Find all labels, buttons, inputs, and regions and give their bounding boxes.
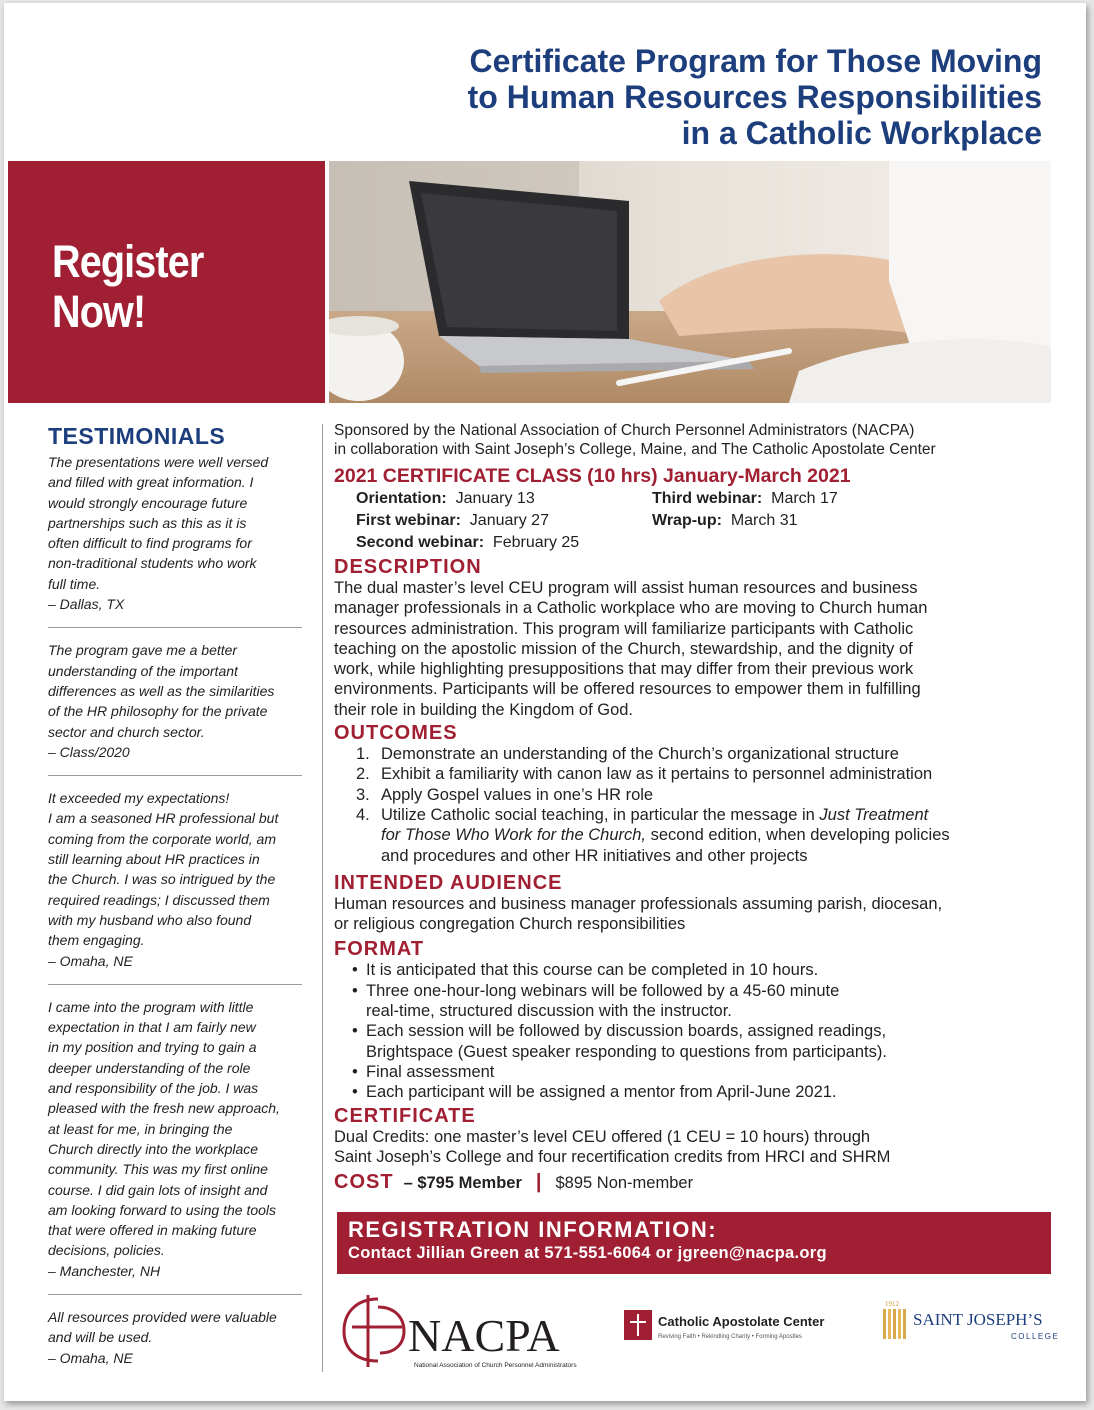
audience-heading: INTENDED AUDIENCE: [334, 871, 563, 894]
schedule-date: January 27: [469, 512, 549, 529]
format-line: real-time, structured discussion with the instructor.: [366, 1002, 732, 1021]
laptop-photo-illustration: [329, 161, 1051, 403]
nacpa-logo: [338, 1287, 618, 1371]
testimonial-line: I am a seasoned HR professional but: [48, 810, 279, 827]
schedule-date: March 31: [730, 512, 798, 529]
testimonial: [48, 788, 302, 971]
registration-title: REGISTRATION INFORMATION:: [348, 1217, 718, 1242]
testimonial-line: at least for me, in bringing the: [48, 1120, 233, 1137]
testimonial-line: and filled with great information. I: [48, 474, 254, 491]
sponsor-text: [334, 421, 1044, 459]
title-line-1: Certificate Program for Those Moving: [469, 43, 1042, 79]
testimonials-heading: TESTIMONIALS: [48, 423, 226, 449]
format-line: Brightspace (Guest speaker responding to questions from participants).: [366, 1042, 887, 1061]
format-text: [366, 1021, 887, 1062]
registration-contact: Contact Jillian Green at 571-551-6064 or jgreen@nacpa.org: [348, 1244, 827, 1262]
testimonial-author: – Class/2020: [48, 743, 130, 760]
testimonial-line: community. This was my first online: [48, 1161, 268, 1178]
format-item: [352, 1082, 1044, 1102]
cost-nonmember-price: $895 Non-member: [555, 1174, 694, 1193]
outcome-item: [356, 785, 1044, 805]
format-line: Each session will be followed by discussion boards, assigned readings,: [366, 1022, 887, 1041]
schedule-date: February 25: [492, 534, 580, 551]
testimonial-line: understanding of the important: [48, 662, 238, 679]
outcomes-item-4-list: [356, 805, 1044, 866]
testimonial-divider: [48, 984, 302, 985]
description-line: work, while highlighting presuppositions that may differ from their previous work: [334, 660, 914, 679]
testimonial-author: – Omaha, NE: [48, 1349, 133, 1366]
testimonial-line: them engaging.: [48, 932, 145, 949]
testimonial-line: The presentations were well versed: [48, 454, 269, 470]
outcome-item: [356, 764, 1044, 784]
outcome-text-post-1: second edition, when developing policies: [646, 826, 950, 845]
certificate-line-1: Dual Credits: one master’s level CEU offered (1 CEU = 10 hours) through: [334, 1127, 871, 1146]
testimonial: [48, 1307, 302, 1368]
testimonial-line: deeper understanding of the role: [48, 1059, 251, 1076]
testimonial-line: would strongly encourage future: [48, 494, 248, 511]
column-divider: [322, 424, 323, 1372]
outcomes-heading: OUTCOMES: [334, 722, 458, 745]
testimonial-line: expectation in that I am fairly new: [48, 1019, 256, 1036]
schedule-wrap-up: [652, 510, 838, 532]
nacpa-logo-text: NACPA: [408, 1310, 560, 1361]
testimonial-line: differences as well as the similarities: [48, 682, 275, 699]
format-item: [352, 1021, 1044, 1062]
testimonial-line: pleased with the fresh new approach,: [48, 1100, 280, 1117]
book-title-part-2: for Those Who Work for the Church,: [381, 826, 647, 845]
format-text: [366, 960, 818, 980]
schedule-second-webinar: [356, 532, 652, 554]
sponsor-line-2: in collaboration with Saint Joseph’s College, Maine, and The Catholic Apostolate Center: [334, 441, 936, 458]
saint-josephs-college-logo: [879, 1297, 1059, 1347]
testimonial-line: full time.: [48, 575, 101, 592]
certificate-heading: CERTIFICATE: [334, 1104, 476, 1127]
outcome-text: [381, 805, 950, 866]
schedule-label: Wrap-up:: [652, 512, 722, 529]
testimonial-line: often difficult to find programs for: [48, 535, 252, 552]
testimonial-line: All resources provided were valuable: [48, 1308, 277, 1325]
testimonial-line: partnerships such as this as it is: [48, 514, 247, 531]
testimonial-line: with my husband who also found: [48, 911, 252, 928]
testimonial-line: Church directly into the workplace: [48, 1140, 259, 1157]
format-item: [352, 960, 1044, 980]
book-title-part-1: Just Treatment: [819, 805, 929, 824]
audience-line-1: Human resources and business manager professionals assuming parish, diocesan,: [334, 894, 943, 913]
outcome-text: Apply Gospel values in one’s HR role: [381, 785, 654, 804]
testimonial-line: I came into the program with little: [48, 998, 254, 1015]
cac-logo-text: Catholic Apostolate Center: [658, 1314, 825, 1329]
testimonial: [48, 640, 302, 762]
schedule-label: Orientation:: [356, 490, 447, 507]
format-line: Final assessment: [366, 1062, 495, 1081]
format-text: [366, 1062, 494, 1082]
cost-row: [334, 1172, 1044, 1193]
testimonial-line: and responsibility of the job. I was: [48, 1080, 259, 1097]
testimonial-line: still learning about HR practices in: [48, 851, 260, 868]
description-line: resources administration. This program will familiarize participants with Catholic: [334, 619, 914, 638]
cac-logo-mark: [622, 1306, 862, 1346]
testimonial-divider: [48, 627, 302, 628]
testimonial-line: and will be used.: [48, 1329, 153, 1346]
sjc-logo-year: 1912: [885, 1300, 899, 1308]
schedule-label: Third webinar:: [652, 490, 763, 507]
testimonial-author: – Manchester, NH: [48, 1262, 161, 1279]
testimonial-line: that were offered in making future: [48, 1222, 257, 1239]
outcome-text-pre: Utilize Catholic social teaching, in particular the message in: [381, 805, 820, 824]
audience-text: [334, 894, 1044, 935]
testimonial-line: course. I did gain lots of insight and: [48, 1181, 268, 1198]
testimonial: [48, 997, 302, 1281]
testimonial-divider: [48, 1294, 302, 1295]
testimonial-line: am looking forward to using the tools: [48, 1201, 277, 1218]
schedule-date: March 17: [771, 490, 838, 507]
laptop-photo: [329, 161, 1051, 403]
bullet-icon: •: [352, 1062, 358, 1081]
sjc-logo-text: SAINT JOSEPH’S: [913, 1310, 1043, 1329]
testimonial-line: It exceeded my expectations!: [48, 790, 230, 807]
testimonial-line: of the HR philosophy for the private: [48, 703, 268, 720]
cost-separator: |: [535, 1171, 542, 1194]
outcome-number: 1.: [356, 745, 370, 764]
catholic-apostolate-center-logo: [622, 1306, 862, 1346]
testimonial-list: [48, 452, 302, 1368]
format-line: Three one-hour-long webinars will be followed by a 45-60 minute: [366, 981, 840, 1000]
schedule-label: First webinar:: [356, 512, 461, 529]
cost-label: COST: [334, 1171, 394, 1194]
nacpa-logo-subtitle: National Association of Church Personnel Administrators: [414, 1362, 577, 1369]
sponsor-line-1: Sponsored by the National Association of Church Personnel Administrators (NACPA): [334, 422, 915, 439]
format-item: [352, 1062, 1044, 1082]
outcome-item: [356, 744, 1044, 764]
outcome-number: 2.: [356, 765, 370, 784]
format-text: [366, 981, 839, 1022]
outcome-text: Exhibit a familiarity with canon law as it pertains to personnel administration: [381, 765, 933, 784]
page-title: [282, 43, 1042, 151]
testimonial-line: The program gave me a better: [48, 642, 238, 659]
format-heading: FORMAT: [334, 938, 425, 961]
format-line: It is anticipated that this course can be completed in 10 hours.: [366, 961, 819, 980]
description-line: their role in building the Kingdom of God.: [334, 700, 634, 719]
testimonial-author: – Omaha, NE: [48, 952, 133, 969]
format-list: [352, 960, 1044, 1102]
main-content: [334, 421, 1044, 1193]
outcome-item: [356, 805, 1044, 866]
testimonial-line: required readings; I discussed them: [48, 891, 270, 908]
cac-logo-tagline: Reviving Faith • Rekindling Charity • Forming Apostles: [658, 1334, 802, 1340]
audience-line-2: or religious congregation Church responsibilities: [334, 915, 686, 934]
format-item: [352, 981, 1044, 1022]
bullet-icon: •: [352, 981, 358, 1000]
outcome-number: 3.: [356, 785, 370, 804]
description-line: manager professionals in a Catholic workplace who are moving to Church human: [334, 599, 928, 618]
testimonial-line: in my position and trying to gain a: [48, 1039, 257, 1056]
description-line: teaching on the apostolic mission of the Church, stewardship, and the dignity of: [334, 639, 913, 658]
testimonial-line: coming from the corporate world, am: [48, 830, 276, 847]
certificate-line-2: Saint Joseph’s College and four recertification credits from HRCI and SHRM: [334, 1147, 891, 1166]
register-line-1: Register: [52, 236, 204, 287]
schedule-third-webinar: [652, 488, 838, 510]
testimonial: [48, 452, 302, 614]
schedule-first-webinar: [356, 510, 652, 532]
flyer-page: [4, 3, 1086, 1401]
outcome-text-post-2: and procedures and other HR initiatives and other projects: [381, 846, 808, 865]
outcomes-list: [356, 744, 1044, 805]
testimonials-column: [48, 423, 302, 1368]
format-line: Each participant will be assigned a mentor from April-June 2021.: [366, 1083, 837, 1102]
cost-member-price: – $795 Member: [403, 1174, 522, 1193]
description-line: environments. Participants will be offered resources to empower them in fulfilling: [334, 680, 921, 699]
testimonial-author: – Dallas, TX: [48, 596, 125, 613]
title-line-3: in a Catholic Workplace: [681, 115, 1042, 151]
class-schedule: [356, 488, 1044, 554]
testimonial-line: the Church. I was so intrigued by the: [48, 871, 276, 888]
schedule-date: January 13: [455, 490, 535, 507]
registration-banner: [337, 1212, 1051, 1274]
sjc-logo-mark: [879, 1297, 1059, 1347]
description-line: The dual master’s level CEU program will assist human resources and business: [334, 579, 918, 597]
sjc-logo-subtitle: COLLEGE: [1011, 1332, 1059, 1341]
nacpa-logo-mark: [338, 1287, 618, 1371]
testimonial-line: sector and church sector.: [48, 723, 205, 740]
testimonial-line: decisions, policies.: [48, 1242, 165, 1259]
description-text: [334, 578, 1044, 720]
schedule-orientation: [356, 488, 652, 510]
outcome-number: 4.: [356, 805, 370, 824]
bullet-icon: •: [352, 961, 358, 980]
register-line-2: Now!: [52, 286, 146, 337]
schedule-label: Second webinar:: [356, 534, 485, 551]
bullet-icon: •: [352, 1083, 358, 1102]
register-now-text: [52, 237, 203, 337]
testimonial-divider: [48, 775, 302, 776]
bullet-icon: •: [352, 1022, 358, 1041]
description-heading: DESCRIPTION: [334, 556, 482, 578]
format-text: [366, 1082, 837, 1102]
class-heading: 2021 CERTIFICATE CLASS (10 hrs) January-March 2021: [334, 465, 851, 487]
certificate-text: [334, 1127, 1044, 1168]
outcome-text: Demonstrate an understanding of the Church’s organizational structure: [381, 745, 899, 764]
title-line-2: to Human Resources Responsibilities: [467, 79, 1042, 115]
testimonial-line: non-traditional students who work: [48, 555, 257, 572]
register-now-banner: [8, 161, 325, 403]
